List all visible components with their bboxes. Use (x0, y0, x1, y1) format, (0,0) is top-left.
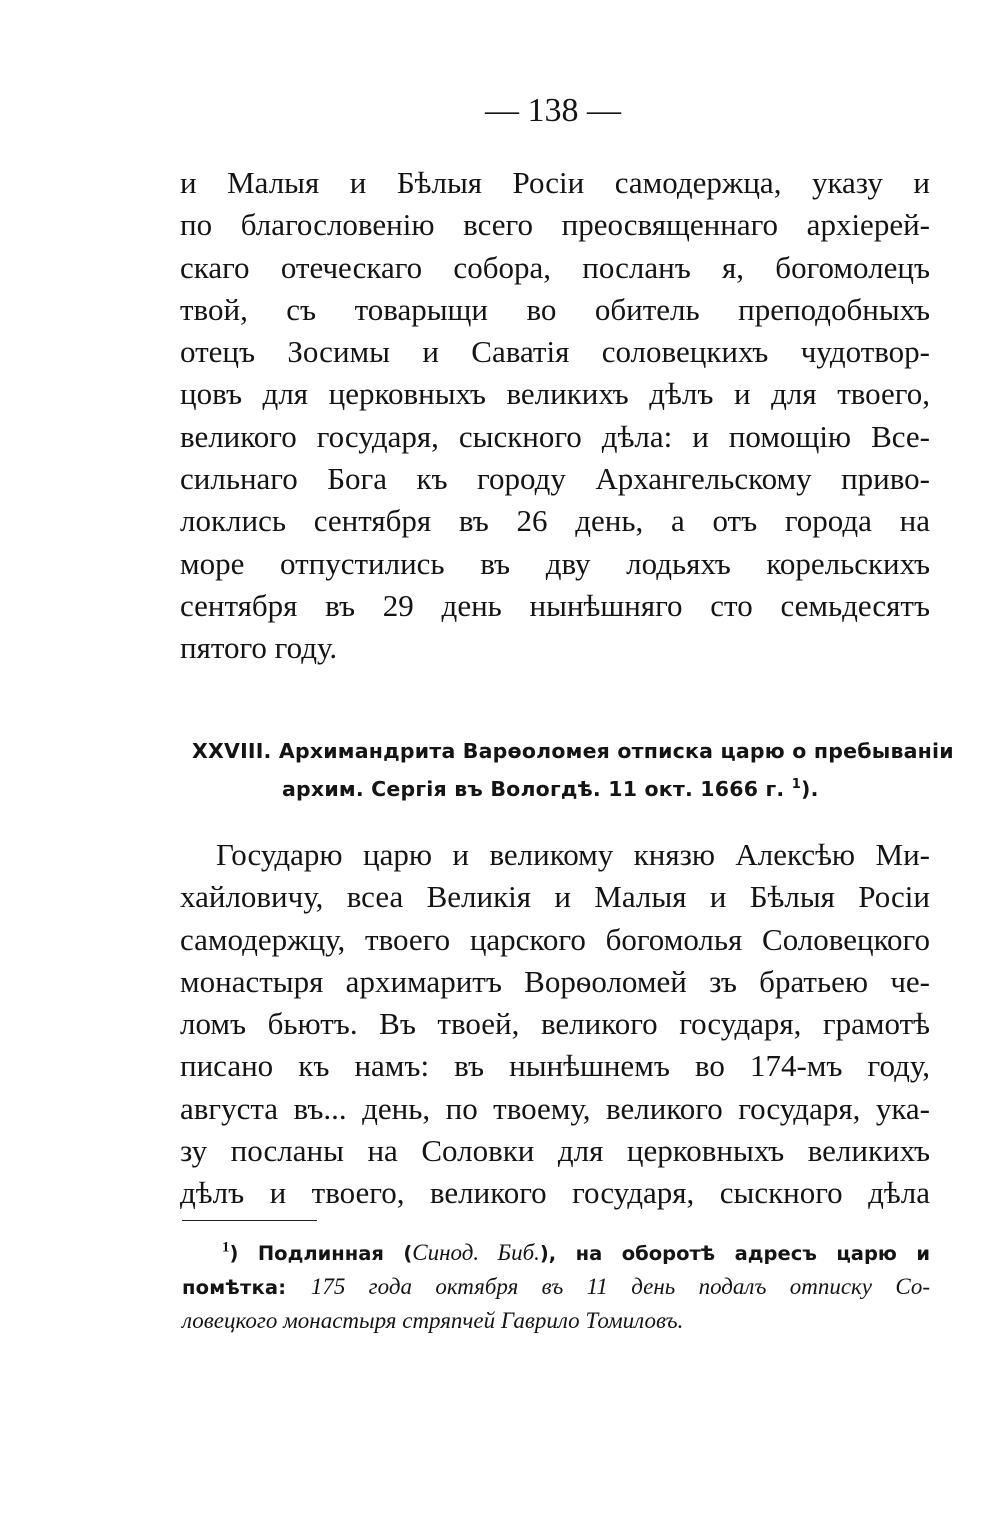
footnote-mark: 1 (222, 1239, 230, 1256)
paragraph-line: сильнаго Бога къ городу Архангельскому приво- (180, 461, 930, 497)
paragraph-line: монастыря архимаритъ Ворѳоломей зъ братьею че- (180, 963, 930, 999)
page-number: — 138 — (485, 92, 621, 129)
heading-line-2-text: архим. Сергія въ Вологдѣ. 11 окт. 1666 г. (282, 777, 785, 801)
heading-line-2-end: ). (801, 777, 819, 801)
footnote-quote: 175 года октября въ 11 день подалъ отписку Со- (310, 1274, 931, 1299)
paragraph-line: твой, съ товарыщи во обитель преподобныхъ (180, 291, 930, 327)
footnote-source: Синод. Биб. (412, 1240, 540, 1265)
paragraph-line: августа въ... день, по твоему, великого государя, ука- (180, 1090, 930, 1126)
paragraph-line: локлись сентября въ 26 день, а отъ города на (180, 503, 930, 539)
heading-line-2 (180, 770, 930, 808)
footnote-quote: ловецкого монастыря стряпчей Гаврило Томиловъ. (182, 1308, 684, 1333)
heading-footnote-mark[interactable]: 1 (791, 777, 801, 793)
footnote-text: помѣтка: (182, 1276, 311, 1299)
paragraph-line: хайловичу, всеа Великія и Малыя и Бѣлыя Росіи (180, 879, 930, 915)
footnote-divider (182, 1220, 317, 1221)
paragraph-1 (180, 162, 930, 670)
paragraph-line: пятого году. (180, 630, 338, 666)
footnote-line-3 (182, 1304, 930, 1338)
paragraph-line: писано къ намъ: въ нынѣшнемъ во 174-мъ году, (180, 1048, 930, 1084)
paragraph-line: сентября въ 29 день нынѣшняго сто семьдесятъ (180, 587, 930, 623)
section-heading (180, 732, 954, 808)
footnote-text: ) Подлинная ( (229, 1242, 413, 1265)
paragraph-line: скаго отеческаго собора, посланъ я, богомолецъ (180, 249, 930, 285)
footnote-text: ), на оборотѣ адресъ царю и (539, 1242, 930, 1265)
paragraph-2 (180, 834, 930, 1215)
paragraph-line: зу посланы на Соловки для церковныхъ великихъ (180, 1133, 930, 1169)
footnote-line-1 (182, 1236, 930, 1270)
paragraph-line: цовъ для церковныхъ великихъ дѣлъ и для твоего, (180, 376, 930, 412)
paragraph-line: и Малыя и Бѣлыя Росіи самодержца, указу и (180, 165, 930, 200)
footnote-line-2 (182, 1270, 930, 1304)
paragraph-line: отецъ Зосимы и Саватія соловецкихъ чудотвор- (180, 334, 930, 370)
paragraph-line: море отпустились въ дву лодьяхъ корельскихъ (180, 545, 930, 581)
paragraph-line: самодержцу, твоего царского богомолья Соловецкого (180, 921, 930, 957)
paragraph-line: по благословенію всего преосвященнаго архіерей- (180, 207, 930, 243)
footnote (182, 1236, 930, 1338)
heading-line-1: XXVIII. Архимандрита Варѳоломея отписка царю о пребываніи (192, 739, 954, 763)
paragraph-line: дѣлъ и твоего, великого государя, сыскного дѣла (180, 1175, 930, 1211)
paragraph-line: Государю царю и великому князю Алексѣю Ми- (216, 837, 930, 872)
paragraph-line: ломъ бьютъ. Въ твоей, великого государя, грамотѣ (180, 1006, 930, 1042)
paragraph-line: великого государя, сыскного дѣла: и помощію Все- (180, 418, 930, 454)
